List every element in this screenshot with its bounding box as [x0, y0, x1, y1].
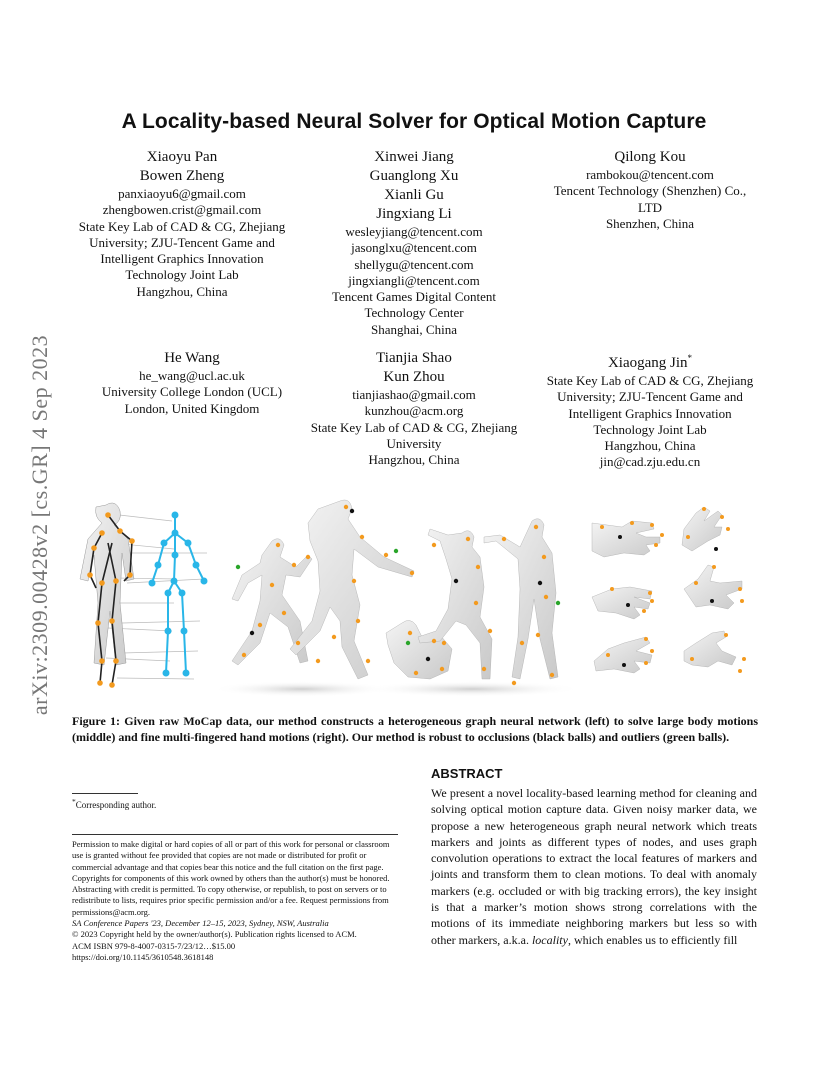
- author-block-5: [304, 349, 524, 468]
- author-name: Xiaogang Jin: [607, 355, 688, 371]
- author-name: Jingxiang Li: [376, 206, 452, 222]
- footnote-divider: [72, 793, 138, 794]
- author-email: jasonglxu@tencent.com: [351, 240, 477, 256]
- author-affiliation: LTD: [637, 199, 663, 215]
- footnote-text: Corresponding author.: [75, 800, 157, 810]
- author-affiliation: Intelligent Graphics Innovation: [100, 251, 264, 267]
- author-email: jin@cad.zju.edu.cn: [599, 454, 701, 470]
- author-name-with-mark: [528, 349, 772, 373]
- author-block-4: [72, 349, 312, 417]
- figure-caption: Figure 1: Given raw MoCap data, our method constructs a heterogeneous graph neural network (left) to solve large body motions (middle) and fine multi-fingered hand motions (right). Our method is robust to occlusions (black balls) and outliers (green balls).: [72, 714, 758, 744]
- author-name: Tianjia Shao: [376, 350, 452, 366]
- isbn-line: ACM ISBN 979-8-4007-0315-7/23/12…$15.00: [72, 940, 236, 951]
- permission-notice: Permission to make digital or hard copies of all or part of this work for personal or classroom use is granted without fee provided that copies are not made or distributed for profit or commercial advantage and that copies bear this notice and the full citation on the first page. Copyrights for components of this work owned by others than the author(s) must be honored. Abstracting with credit is permitted. To copy otherwise, or republish, to post on servers or to redistribute to lists, requires prior specific permission and/or a fee. Request permissions from permissions@acm.org.: [72, 839, 390, 917]
- body-mesh: [80, 503, 134, 665]
- author-name: Guanglong Xu: [369, 168, 459, 184]
- teaser-figure: [72, 493, 757, 703]
- permission-divider: [72, 834, 398, 835]
- author-name: He Wang: [164, 350, 220, 366]
- body-motion-panel: [212, 500, 582, 697]
- author-location: Shenzhen, China: [605, 215, 695, 231]
- author-email: he_wang@ucl.ac.uk: [139, 368, 245, 383]
- author-affiliation: Technology Joint Lab: [125, 267, 239, 283]
- author-block-6: [528, 349, 772, 471]
- graph-network-panel: [80, 503, 208, 688]
- abstract-heading: ABSTRACT: [431, 766, 503, 781]
- author-email: shellygu@tencent.com: [354, 256, 474, 272]
- author-name: Xinwei Jiang: [374, 149, 454, 165]
- author-location: Hangzhou, China: [136, 283, 228, 299]
- author-email: rambokou@tencent.com: [586, 167, 714, 182]
- arxiv-identifier: arXiv:2309.00428v2 [cs.GR] 4 Sep 2023: [27, 334, 52, 716]
- author-block-3: [528, 148, 772, 232]
- author-affiliation: Technology Center: [364, 305, 464, 321]
- abstract-text-end: , which enables us to efficiently fill: [567, 932, 738, 947]
- abstract-text: We present a novel locality-based learning method for cleaning and solving optical motion capture data. Given noisy marker data, we propose a new heterogeneous graph neural network which treats markers and joints as different types of nodes, and uses graph convolution operations to extract the local features of markers and joints and transform them to clean motions. To deal with anomaly markers (e.g. occluded or with big tracking errors), the key insight is that a marker’s motion shows strong correlations with the motions of its immediate neighboring markers but less so with other markers, a.k.a.: [431, 786, 757, 947]
- author-location: Shanghai, China: [371, 321, 457, 337]
- author-location: Hangzhou, China: [604, 438, 696, 454]
- footnote: [72, 797, 156, 810]
- author-email: wesleyjiang@tencent.com: [345, 224, 483, 239]
- author-email: tianjiashao@gmail.com: [352, 387, 476, 402]
- hand-motion-panel: [592, 507, 746, 673]
- author-affiliation: University: [386, 435, 442, 451]
- author-name: Xiaoyu Pan: [146, 149, 218, 165]
- author-location: Hangzhou, China: [368, 452, 460, 468]
- footnote-mark: *: [72, 797, 76, 806]
- author-block-2: [304, 148, 524, 338]
- permission-block: [72, 839, 400, 963]
- author-name: Kun Zhou: [383, 369, 445, 385]
- author-affiliation: Intelligent Graphics Innovation: [568, 405, 732, 421]
- author-location: London, United Kingdom: [124, 400, 260, 416]
- author-affiliation: Technology Joint Lab: [593, 421, 707, 437]
- author-name: Bowen Zheng: [139, 168, 225, 184]
- author-affiliation: University; ZJU-Tencent Game and: [89, 234, 275, 250]
- paper-title: A Locality-based Neural Solver for Optical Motion Capture: [121, 110, 707, 133]
- author-email: kunzhou@acm.org: [364, 403, 464, 419]
- author-block-1: [72, 148, 292, 300]
- abstract-emphasis: locality: [531, 932, 568, 947]
- author-affiliation: State Key Lab of CAD & CG, Zhejiang: [310, 419, 518, 435]
- author-affiliation: Tencent Games Digital Content: [331, 289, 497, 305]
- corresponding-author-mark: *: [687, 353, 693, 363]
- author-affiliation: University College London (UCL): [101, 384, 283, 400]
- author-affiliation: State Key Lab of CAD & CG, Zhejiang: [78, 218, 286, 234]
- author-affiliation: Tencent Technology (Shenzhen) Co.,: [553, 183, 747, 199]
- arxiv-side-stamp: [20, 290, 60, 760]
- teaser-illustration: [72, 493, 757, 703]
- skeleton-bones: [152, 515, 204, 673]
- hand-meshes: [592, 507, 742, 673]
- author-name: Xianli Gu: [384, 187, 444, 203]
- author-name: Qilong Kou: [614, 149, 686, 165]
- author-affiliation: University; ZJU-Tencent Game and: [557, 389, 743, 405]
- conference-venue: SA Conference Papers '23, December 12–15, 2023, Sydney, NSW, Australia: [72, 918, 329, 929]
- author-email: zhengbowen.crist@gmail.com: [102, 202, 262, 218]
- author-affiliation: State Key Lab of CAD & CG, Zhejiang: [546, 373, 754, 388]
- copyright-line: © 2023 Copyright held by the owner/author(s). Publication rights licensed to ACM.: [72, 929, 357, 940]
- author-email: panxiaoyu6@gmail.com: [118, 186, 246, 201]
- doi-link[interactable]: https://doi.org/10.1145/3610548.3618148: [72, 951, 214, 962]
- author-email: jingxiangli@tencent.com: [348, 272, 480, 288]
- abstract-body: [431, 785, 757, 948]
